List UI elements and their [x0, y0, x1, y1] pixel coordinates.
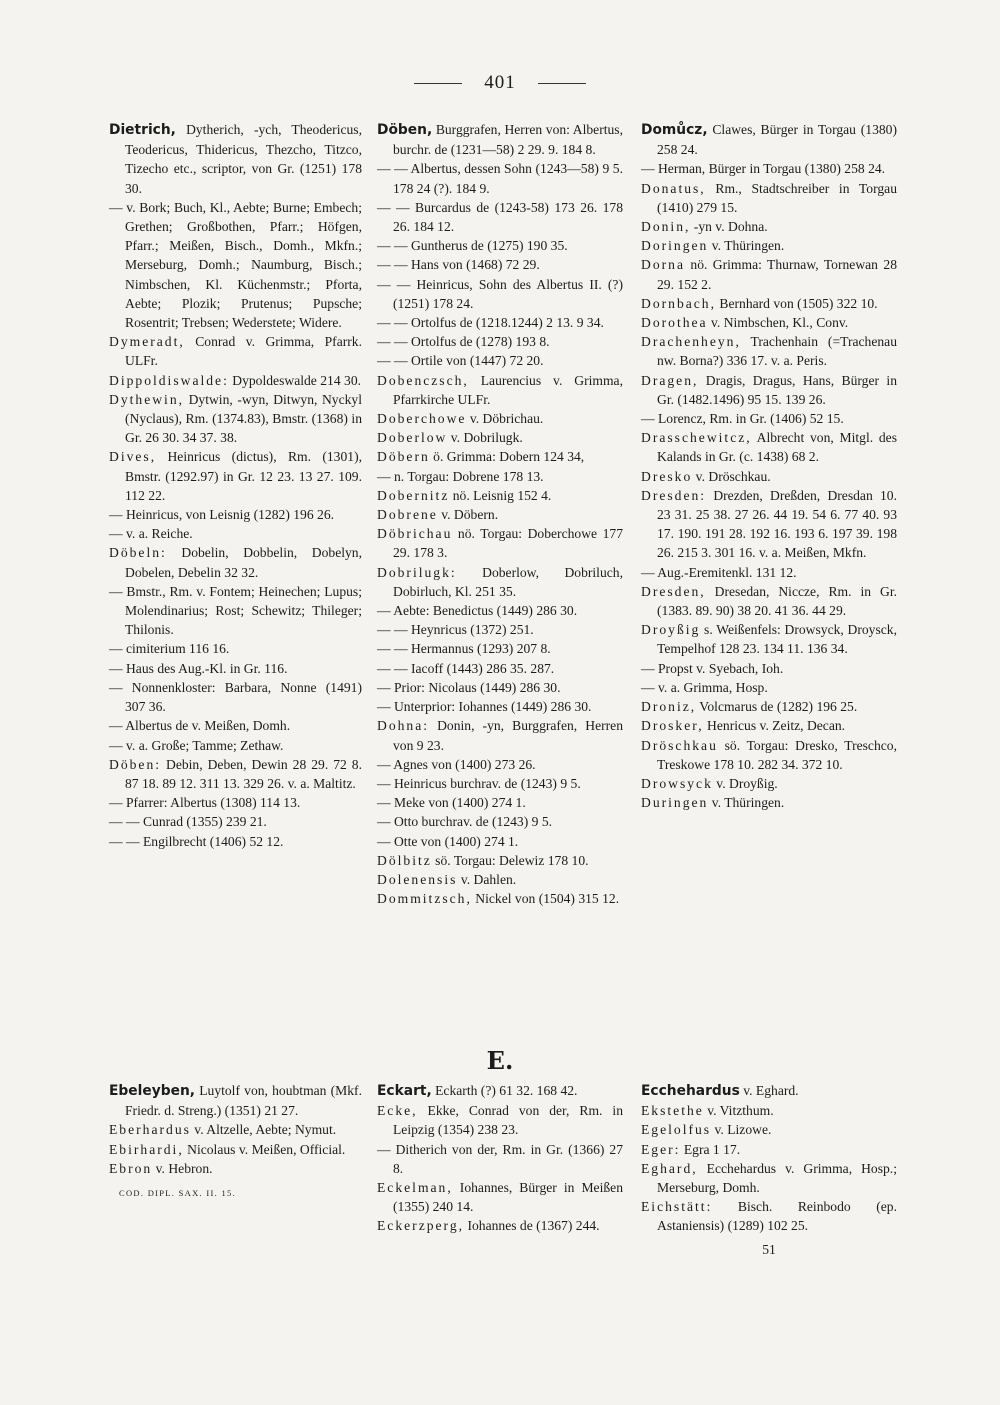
entry-headword: Eger: — [641, 1141, 681, 1157]
page-header — [0, 72, 1000, 94]
index-entry — [377, 563, 623, 601]
index-entry — [109, 1120, 362, 1139]
entry-headword: Ekstethe — [641, 1103, 704, 1119]
index-entry — [377, 1216, 623, 1235]
index-entry — [109, 793, 362, 812]
entry-text: — Bmstr., Rm. v. Fontem; Heinechen; Lupus; Molendinarius; Rost; Schewitz; Thileger; Thilonis. — [109, 583, 362, 638]
index-entry — [377, 697, 623, 716]
entry-text: Eckarth (?) 61 32. 168 42. — [431, 1083, 578, 1098]
entry-text: v. Nimbschen, Kl., Conv. — [707, 315, 849, 331]
entry-headword: Droniz, — [641, 699, 697, 715]
entry-headword: Döbeln: — [109, 545, 167, 561]
index-entry — [109, 582, 362, 640]
index-column-2-e — [377, 1081, 623, 1236]
entry-text: v. Eghard. — [739, 1083, 799, 1098]
index-entry — [641, 793, 897, 812]
entry-headword: Eghard, — [641, 1160, 698, 1176]
index-entry — [377, 120, 623, 159]
index-entry — [109, 120, 362, 198]
index-entry — [641, 428, 897, 466]
index-entry — [377, 851, 623, 870]
entry-text: Luytolf von, houbtman (Mkf. Friedr. d. Streng.) (1351) 21 27. — [125, 1083, 362, 1119]
index-entry — [377, 620, 623, 639]
entry-text: Henricus v. Zeitz, Decan. — [703, 718, 846, 734]
entry-headword: Drowsyck — [641, 775, 713, 791]
index-entry — [641, 1120, 897, 1139]
entry-headword: Eckerzperg, — [377, 1218, 465, 1234]
entry-headword: Eckelman, — [377, 1180, 453, 1196]
entry-headword: Dölbitz — [377, 852, 432, 868]
entry-text: — Haus des Aug.-Kl. in Gr. 116. — [109, 660, 288, 676]
entry-text: — — Heinricus, Sohn des Albertus II. (?) (1251) 178 24. — [377, 276, 623, 311]
entry-headword: Egelolfus — [641, 1122, 712, 1138]
index-entry — [641, 716, 897, 735]
entry-headword: Drosker, — [641, 718, 704, 734]
entry-text: Ecchehardus v. Grimma, Hosp.; Merseburg, Domh. — [657, 1160, 897, 1196]
index-entry — [109, 832, 362, 851]
entry-text: sö. Torgau: Dresko, Treschco, Treskowe 178 10. 282 34. 372 10. — [657, 737, 897, 772]
entry-text: — Aug.-Eremitenkl. 131 12. — [641, 564, 797, 580]
entry-text: nö. Grimma: Thurnaw, Tornewan 28 29. 152 2. — [657, 257, 897, 292]
entry-headword: Donatus, — [641, 180, 706, 196]
index-entry — [377, 678, 623, 697]
index-entry — [641, 678, 897, 697]
index-entry — [109, 736, 362, 755]
index-entry — [377, 236, 623, 255]
index-entry — [377, 639, 623, 658]
entries-e-3 — [641, 1081, 897, 1236]
entry-headword: Doberlow — [377, 430, 448, 446]
entry-text: Dytwin, -wyn, Ditwyn, Nyckyl (Nyclaus), Rm. (1374.83), Bmstr. (1368) in Gr. 26 30. 34 37. 38. — [125, 391, 362, 446]
index-column-1-e — [109, 1081, 362, 1203]
index-entry — [377, 755, 623, 774]
entry-text: — Otte von (1400) 274 1. — [377, 833, 519, 849]
entry-headword: Ebron — [109, 1160, 153, 1176]
entry-text: Nicolaus v. Meißen, Official. — [183, 1141, 346, 1157]
entry-text: — Ditherich von der, Rm. in Gr. (1366) 27 8. — [377, 1141, 623, 1176]
entry-headword: Domůcz, — [641, 122, 708, 138]
entry-text: — n. Torgau: Dobrene 178 13. — [377, 468, 544, 484]
index-entry — [377, 198, 623, 236]
index-entry — [641, 332, 897, 370]
entry-text: v. Altzelle, Aebte; Nymut. — [190, 1122, 337, 1138]
entry-text: Conrad v. Grimma, Pfarrk. ULFr. — [125, 334, 362, 369]
index-entry — [641, 371, 897, 409]
index-entry — [377, 159, 623, 197]
index-entry — [377, 351, 623, 370]
index-entry — [377, 467, 623, 486]
entry-text: — — Heynricus (1372) 251. — [377, 622, 534, 638]
entry-headword: Dymeradt, — [109, 334, 185, 350]
entry-text: v. Droyßig. — [712, 775, 778, 791]
index-entry — [377, 832, 623, 851]
index-entry — [377, 255, 623, 274]
index-entry — [377, 447, 623, 466]
entries-e-1 — [109, 1081, 362, 1178]
entry-text: — Herman, Bürger in Torgau (1380) 258 24. — [641, 161, 886, 177]
entry-text: — — Albertus, dessen Sohn (1243—58) 9 5. 178 24 (?). 184 9. — [377, 161, 623, 196]
entry-text: v. Dobrilugk. — [447, 430, 523, 446]
entry-text: Rm., Stadtschreiber in Torgau (1410) 279 15. — [657, 180, 897, 215]
entry-text: v. Vitzthum. — [703, 1103, 774, 1119]
entry-headword: Dythewin, — [109, 391, 185, 407]
entry-text: Trachenhain (=Trachenau nw. Borna?) 336 17. v. a. Peris. — [657, 334, 897, 369]
index-entry — [377, 1178, 623, 1216]
entry-text: v. Döbrichau. — [466, 411, 544, 427]
entry-text: — Propst v. Syebach, Ioh. — [641, 660, 784, 676]
entry-text: — Aebte: Benedictus (1449) 286 30. — [377, 603, 578, 619]
index-entry — [377, 659, 623, 678]
index-column-3-e — [641, 1081, 897, 1259]
index-entry — [377, 774, 623, 793]
index-column-2 — [377, 120, 623, 908]
section-letter: E. — [486, 1046, 514, 1075]
entry-headword: Dorothea — [641, 315, 708, 331]
entry-text: — — Burcardus de (1243-58) 173 26. 178 26. 184 12. — [377, 199, 623, 235]
index-entry — [641, 1140, 897, 1159]
entry-text: Iohannes de (1367) 244. — [464, 1218, 600, 1234]
entry-text: Volcmarus de (1282) 196 25. — [696, 699, 858, 715]
entry-text: — Nonnenkloster: Barbara, Nonne (1491) 307 36. — [109, 679, 362, 715]
index-entry — [109, 447, 362, 505]
page-number: 401 — [484, 72, 516, 93]
entry-headword: Dives, — [109, 449, 157, 465]
entry-headword: Dornbach, — [641, 295, 716, 311]
entry-text: — Otto burchrav. de (1243) 9 5. — [377, 814, 553, 830]
index-entry — [377, 332, 623, 351]
entry-text: — — Ortile von (1447) 72 20. — [377, 353, 544, 369]
entry-headword: Döbrichau — [377, 526, 453, 542]
entry-text: v. Dröschkau. — [692, 468, 771, 484]
index-entry — [641, 294, 897, 313]
entry-headword: Ebeleyben, — [109, 1083, 196, 1099]
entry-text: — Prior: Nicolaus (1449) 286 30. — [377, 679, 561, 695]
entry-text: — Albertus de v. Meißen, Domh. — [109, 718, 291, 734]
header-rule-left — [414, 83, 462, 84]
index-entry — [377, 812, 623, 831]
index-column-3 — [641, 120, 897, 812]
index-entry — [377, 870, 623, 889]
index-entry — [641, 736, 897, 774]
entry-headword: Dobenczsch, — [377, 372, 469, 388]
entry-text: nö. Torgau: Doberchowe 177 29. 178 3. — [393, 526, 623, 561]
entry-text: Debin, Deben, Dewin 28 29. 72 8. 87 18. 89 12. 311 13. 329 26. v. a. Maltitz. — [125, 756, 362, 791]
entry-text: — Heinricus, von Leisnig (1282) 196 26. — [109, 507, 335, 523]
entry-headword: Dresden, — [641, 583, 706, 599]
entry-headword: Drachenheyn, — [641, 334, 741, 350]
entry-headword: Döbern — [377, 449, 430, 465]
index-entry — [641, 159, 897, 178]
entry-headword: Eckart, — [377, 1083, 432, 1099]
entry-text: sö. Torgau: Delewiz 178 10. — [431, 852, 589, 868]
index-entry — [641, 217, 897, 236]
entry-text: — cimiterium 116 16. — [109, 641, 230, 657]
entry-text: Nickel von (1504) 315 12. — [471, 891, 620, 907]
entry-headword: Dobrilugk: — [377, 564, 457, 580]
entry-headword: Dietrich, — [109, 122, 176, 138]
entry-headword: Donin, — [641, 219, 691, 235]
entry-text: Egra 1 17. — [680, 1141, 741, 1157]
entry-text: -yn v. Dohna. — [690, 219, 768, 235]
index-entry — [109, 505, 362, 524]
index-entry — [109, 1140, 362, 1159]
entry-text: — — Ortolfus de (1278) 193 8. — [377, 334, 550, 350]
index-entry — [109, 1159, 362, 1178]
entry-text: v. Döbern. — [437, 507, 499, 523]
index-entry — [109, 755, 362, 793]
entry-headword: Dragen, — [641, 372, 699, 388]
entry-headword: Dobernitz — [377, 487, 450, 503]
index-column-1 — [109, 120, 362, 851]
entry-text: Ekke, Conrad von der, Rm. in Leipzig (1354) 238 23. — [393, 1103, 623, 1138]
entry-text: Dobelin, Dobbelin, Dobelyn, Dobelen, Debelin 32 32. — [125, 545, 362, 580]
entry-text: — — Guntherus de (1275) 190 35. — [377, 238, 568, 254]
footer-sheet-number: 51 — [762, 1241, 776, 1257]
entry-text: — — Ortolfus de (1218.1244) 2 13. 9 34. — [377, 315, 604, 331]
index-entry — [641, 774, 897, 793]
index-entry — [641, 467, 897, 486]
footer-signature: COD. DIPL. SAX. II. 15. — [119, 1188, 237, 1199]
entry-headword: Doberchowe — [377, 411, 467, 427]
entry-headword: Dorna — [641, 257, 685, 273]
entry-text: Heinricus (dictus), Rm. (1301), Bmstr. (1292.97) in Gr. 12 23. 13 27. 109. 112 22. — [125, 449, 362, 503]
entry-text: Bernhard von (1505) 322 10. — [716, 295, 878, 311]
index-entry — [377, 313, 623, 332]
index-entry — [377, 793, 623, 812]
index-entry — [641, 1101, 897, 1120]
index-entry — [641, 1197, 897, 1235]
index-entry — [377, 275, 623, 313]
entry-headword: Ecchehardus — [641, 1083, 740, 1099]
entry-text: v. Hebron. — [152, 1160, 213, 1176]
index-entry — [641, 1159, 897, 1197]
entry-text: — — Iacoff (1443) 286 35. 287. — [377, 660, 555, 676]
index-entry — [377, 428, 623, 447]
entry-text: — Agnes von (1400) 273 26. — [377, 756, 536, 772]
entry-text: — — Hermannus (1293) 207 8. — [377, 641, 551, 657]
index-entry — [109, 639, 362, 658]
entry-text: Doberlow, Dobriluch, Dobirluch, Kl. 251 35. — [393, 564, 623, 599]
entry-headword: Dresko — [641, 468, 693, 484]
index-entry — [641, 120, 897, 159]
entry-text: — v. a. Grimma, Hosp. — [641, 679, 768, 695]
index-entry — [641, 697, 897, 716]
entry-headword: Döben, — [377, 122, 433, 138]
entry-text: Dypoldeswalde 214 30. — [228, 372, 362, 388]
entry-headword: Dommitzsch, — [377, 891, 472, 907]
entry-headword: Dippoldiswalde: — [109, 372, 229, 388]
entry-text: nö. Leisnig 152 4. — [449, 487, 552, 503]
index-entry — [109, 678, 362, 716]
entry-text: Dresedan, Niccze, Rm. in Gr. (1383. 89. 90) 38 20. 41 36. 44 29. — [657, 583, 897, 619]
entry-text: Drezden, Dreßden, Dresdan 10. 23 31. 25 38. 27 26. 44 19. 54 6. 77 40. 93 17. 190. 191 28. 192 16. 193 6. 197 39. 198 26. 215 3. 301 16. v. a. Meißen, Mkfn. — [657, 487, 897, 561]
index-entry — [377, 889, 623, 908]
entry-text: Dytherich, -ych, Theodericus, Teodericus, Thidericus, Thezcho, Titzco, Tizecho etc., scriptor, von Gr. (1251) 178 30. — [125, 122, 362, 196]
index-entry — [641, 236, 897, 255]
index-entry — [641, 563, 897, 582]
entry-text: v. Dahlen. — [457, 871, 517, 887]
entry-headword: Döben: — [109, 756, 162, 772]
index-entry — [109, 524, 362, 543]
index-entry — [109, 371, 362, 390]
entry-text: Clawes, Bürger in Torgau (1380) 258 24. — [657, 122, 897, 158]
index-entry — [377, 409, 623, 428]
entry-headword: Duringen — [641, 795, 709, 811]
entry-text: — v. Bork; Buch, Kl., Aebte; Burne; Embech; Grethen; Großbothen, Pfarr.; Höfgen, Pfarr.; Meißen, Bisch., Domh., Mkfn.; Merseburg, Domh.; Naumburg, Bisch.; Nimbschen, Kl. Küchenmstr.; Pforta, Aebte; Plozik; Prutenus; Pupsche; Rosentrit; Trebsen; Wederstete; Widere. — [109, 199, 362, 331]
index-entry — [641, 486, 897, 563]
entry-headword: Doringen — [641, 238, 709, 254]
index-entry — [109, 716, 362, 735]
index-entry — [377, 371, 623, 409]
index-entry — [109, 812, 362, 831]
index-entry — [377, 505, 623, 524]
entry-text: Donin, -yn, Burggrafen, Herren von 9 23. — [393, 718, 623, 753]
entry-text: Iohannes, Bürger in Meißen (1355) 240 14. — [393, 1180, 623, 1215]
index-entry — [109, 198, 362, 332]
entry-headword: Ebirhardi, — [109, 1141, 184, 1157]
entry-headword: Dolenensis — [377, 871, 458, 887]
entry-headword: Eichstätt: — [641, 1199, 713, 1215]
entry-text: — — Cunrad (1355) 239 21. — [109, 814, 267, 830]
entry-headword: Ecke, — [377, 1103, 418, 1119]
index-entry — [377, 486, 623, 505]
index-entry — [109, 543, 362, 581]
entry-text: — — Hans von (1468) 72 29. — [377, 257, 540, 273]
entry-text: ö. Grimma: Dobern 124 34, — [429, 449, 585, 465]
index-entry — [641, 255, 897, 293]
entry-headword: Droyßig — [641, 622, 701, 638]
index-entry — [641, 582, 897, 620]
entry-headword: Dohna: — [377, 718, 430, 734]
index-entry — [377, 1140, 623, 1178]
entry-text: v. Thüringen. — [708, 238, 785, 254]
entry-text: s. Weißenfels: Drowsyck, Droysck, Tempelhof 128 23. 134 11. 136 34. — [657, 622, 897, 657]
entry-text: — — Engilbrecht (1406) 52 12. — [109, 833, 284, 849]
entry-headword: Dröschkau — [641, 737, 718, 753]
entry-text: Bisch. Reinbodo (ep. Astaniensis) (1289) 102 25. — [657, 1199, 897, 1234]
index-entry — [109, 332, 362, 370]
index-entry — [641, 659, 897, 678]
index-entry — [109, 659, 362, 678]
index-entry — [109, 1081, 362, 1120]
index-entry — [377, 601, 623, 620]
index-entry — [641, 620, 897, 658]
entry-headword: Drasschewitcz, — [641, 430, 752, 446]
entry-text: — Heinricus burchrav. de (1243) 9 5. — [377, 775, 581, 791]
index-entry — [109, 390, 362, 448]
entry-text: Dragis, Dragus, Hans, Bürger in Gr. (1482.1496) 95 15. 139 26. — [657, 372, 897, 407]
entry-text: — v. a. Reiche. — [109, 526, 193, 542]
index-entry — [377, 1101, 623, 1139]
entry-headword: Dobrene — [377, 507, 438, 523]
entry-text: — Meke von (1400) 274 1. — [377, 795, 526, 811]
index-entry — [641, 1081, 897, 1101]
entry-text: v. Lizowe. — [711, 1122, 772, 1138]
entry-text: — Pfarrer: Albertus (1308) 114 13. — [109, 795, 301, 811]
index-entry — [641, 409, 897, 428]
index-entry — [377, 524, 623, 562]
header-rule-right — [538, 83, 586, 84]
entry-text: Albrecht von, Mitgl. des Kalands in Gr. (c. 1438) 68 2. — [657, 430, 897, 465]
entry-text: Laurencius v. Grimma, Pfarrkirche ULFr. — [393, 372, 623, 407]
entry-text: — Lorencz, Rm. in Gr. (1406) 52 15. — [641, 411, 844, 427]
index-entry — [377, 1081, 623, 1101]
entry-headword: Eberhardus — [109, 1122, 191, 1138]
entry-text: v. Thüringen. — [708, 795, 785, 811]
entry-headword: Dresden: — [641, 487, 707, 503]
index-entry — [641, 179, 897, 217]
entry-text: — Unterprior: Iohannes (1449) 286 30. — [377, 699, 592, 715]
index-entry — [641, 313, 897, 332]
entry-text: — v. a. Große; Tamme; Zethaw. — [109, 737, 284, 753]
index-entry — [377, 716, 623, 754]
entry-text: Burggrafen, Herren von: Albertus, burchr. de (1231—58) 2 29. 9. 184 8. — [393, 122, 623, 158]
